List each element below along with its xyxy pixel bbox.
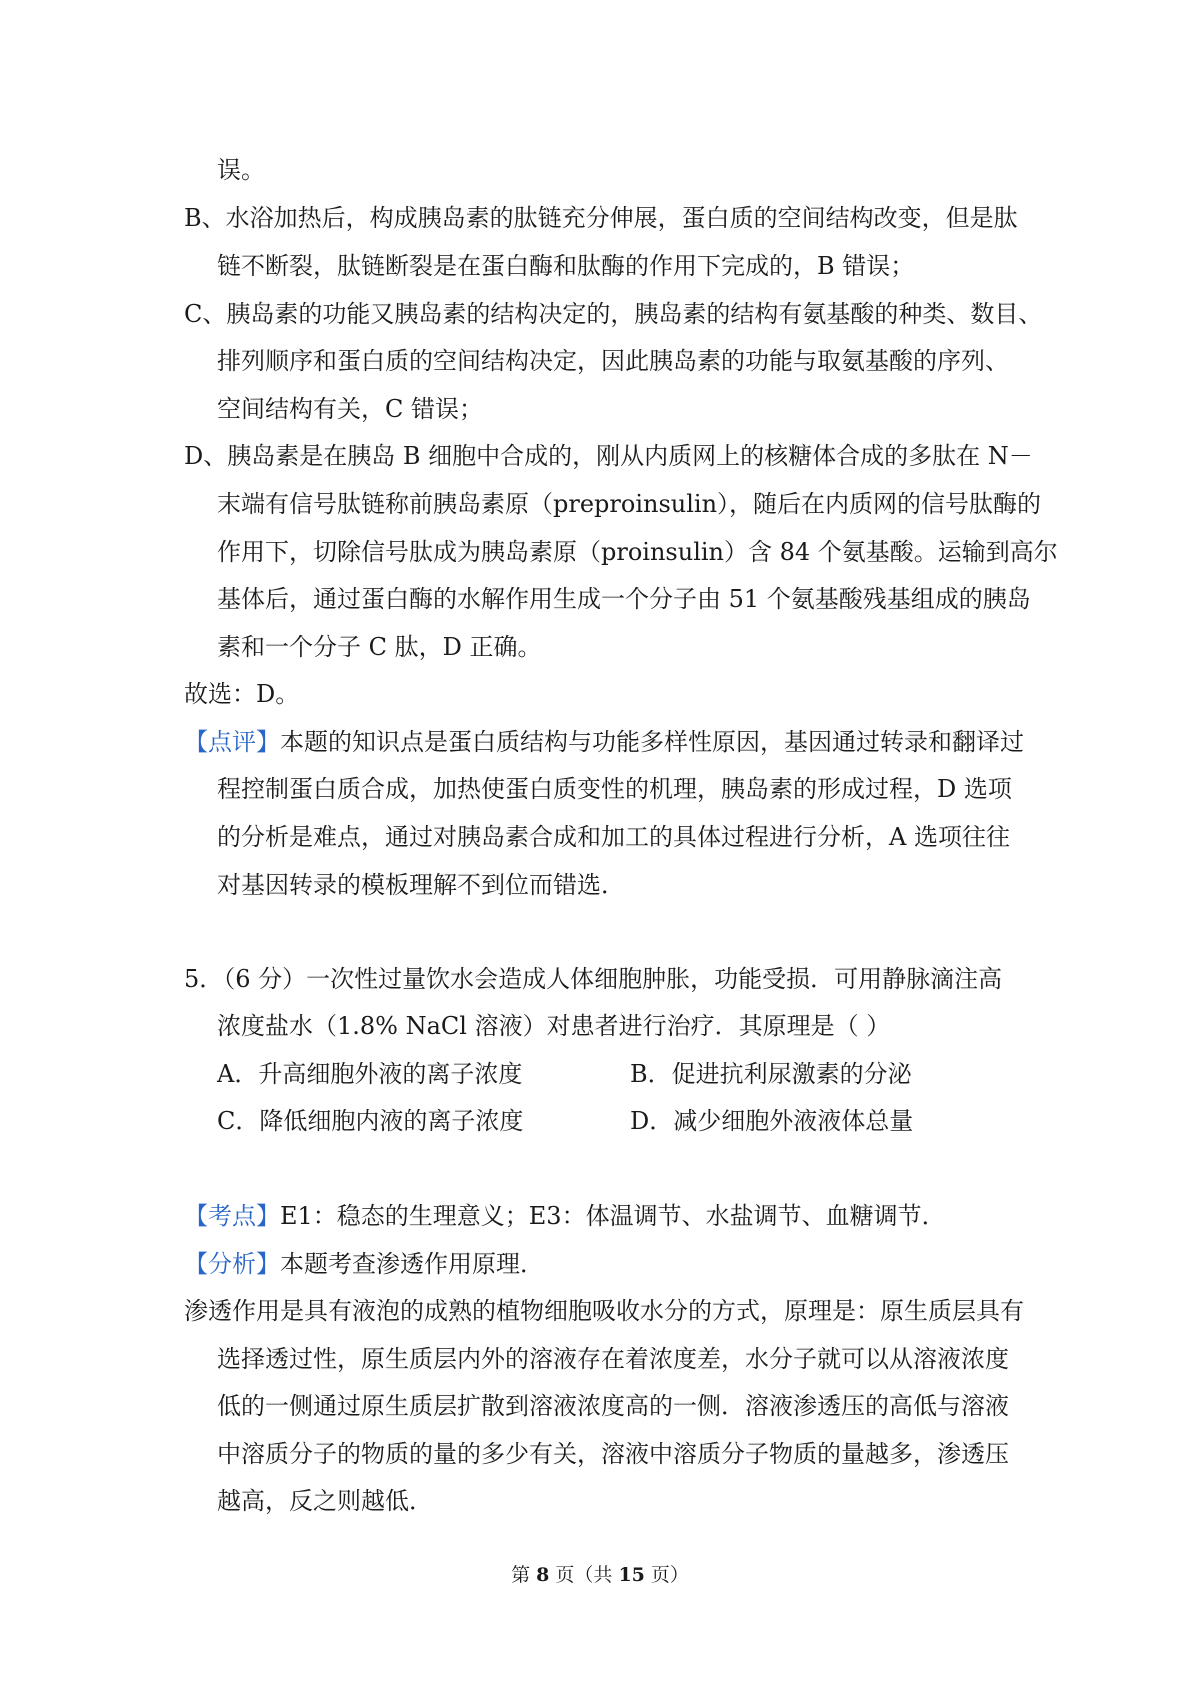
analysis-body-line: 中溶质分子的物质的量的多少有关，溶液中溶质分子物质的量越多，渗透压 [217,1440,1009,1468]
option-d-explanation-line: 素和一个分子 C 肽，D 正确。 [217,633,542,661]
question-5-stem: 5．（6 分）一次性过量饮水会造成人体细胞肿胀，功能受损．可用静脉滴注高 [184,965,1003,993]
footer-middle: 页（共 [549,1564,619,1586]
analysis-body-line: 渗透作用是具有液泡的成熟的植物细胞吸收水分的方式，原理是：原生质层具有 [184,1297,1024,1325]
current-page-number: 8 [536,1564,550,1586]
review-line: 的分析是难点，通过对胰岛素合成和加工的具体过程进行分析，A 选项往往 [217,823,1010,851]
fenxi-text: 本题考查渗透作用原理． [280,1250,544,1278]
option-d-explanation-line: D、胰岛素是在胰岛 B 细胞中合成的，刚从内质网上的核糖体合成的多肽在 N－ [184,442,1033,470]
question-5-stem: 浓度盐水（1.8% NaCl 溶液）对患者进行治疗．其原理是（ ） [217,1012,891,1040]
analysis-body-line: 选择透过性，原生质层内外的溶液存在着浓度差，水分子就可以从溶液浓度 [217,1345,1009,1373]
option-d-explanation-line: 基体后，通过蛋白酶的水解作用生成一个分子由 51 个氨基酸残基组成的胰岛 [217,585,1031,613]
review-text: 本题的知识点是蛋白质结构与功能多样性原因，基因通过转录和翻译过 [280,728,1024,756]
total-page-number: 15 [618,1564,645,1586]
kaodian-line [184,1201,946,1231]
fenxi-tag: 【分析】 [184,1250,280,1278]
analysis-body-line: 越高，反之则越低． [217,1487,433,1515]
kaodian-text: E1：稳态的生理意义；E3：体温调节、水盐调节、血糖调节． [280,1202,946,1230]
review-tag: 【点评】 [184,728,280,756]
option-a-explanation-tail: 误。 [217,156,265,184]
option-d-explanation-line: 末端有信号肽链称前胰岛素原（preproinsulin），随后在内质网的信号肽酶的 [217,490,1042,518]
fenxi-line [184,1249,544,1279]
option-c: C．降低细胞内液的离子浓度 [217,1107,524,1135]
option-b: B．促进抗利尿激素的分泌 [630,1060,912,1088]
review-line [184,727,1024,757]
analysis-body-line: 低的一侧通过原生质层扩散到溶液浓度高的一侧．溶液渗透压的高低与溶液 [217,1392,1009,1420]
option-d-explanation-line: 作用下，切除信号肽成为胰岛素原（proinsulin）含 84 个氨基酸。运输到高尔 [217,538,1058,566]
option-d: D．减少细胞外液液体总量 [630,1107,914,1135]
option-c-explanation-line: C、胰岛素的功能又胰岛素的结构决定的，胰岛素的结构有氨基酸的种类、数目、 [184,300,1043,328]
option-a: A．升高细胞外液的离子浓度 [217,1060,523,1088]
option-c-explanation-line: 空间结构有关，C 错误； [217,395,483,423]
footer-prefix: 第 [511,1564,537,1586]
option-a-row [217,1059,522,1089]
kaodian-tag: 【考点】 [184,1202,280,1230]
option-b-explanation-line: 链不断裂，肽链断裂是在蛋白酶和肽酶的作用下完成的，B 错误； [217,252,915,280]
footer-suffix: 页） [644,1564,689,1586]
page-footer [0,1562,1200,1588]
review-line: 对基因转录的模板理解不到位而错选． [217,871,625,899]
option-b-explanation-line: B、水浴加热后，构成胰岛素的肽链充分伸展，蛋白质的空间结构改变，但是肽 [184,204,1018,232]
review-line: 程控制蛋白质合成，加热使蛋白质变性的机理，胰岛素的形成过程，D 选项 [217,775,1012,803]
option-c-explanation-line: 排列顺序和蛋白质的空间结构决定，因此胰岛素的功能与取氨基酸的序列、 [217,347,1009,375]
answer-line: 故选：D。 [184,680,300,708]
